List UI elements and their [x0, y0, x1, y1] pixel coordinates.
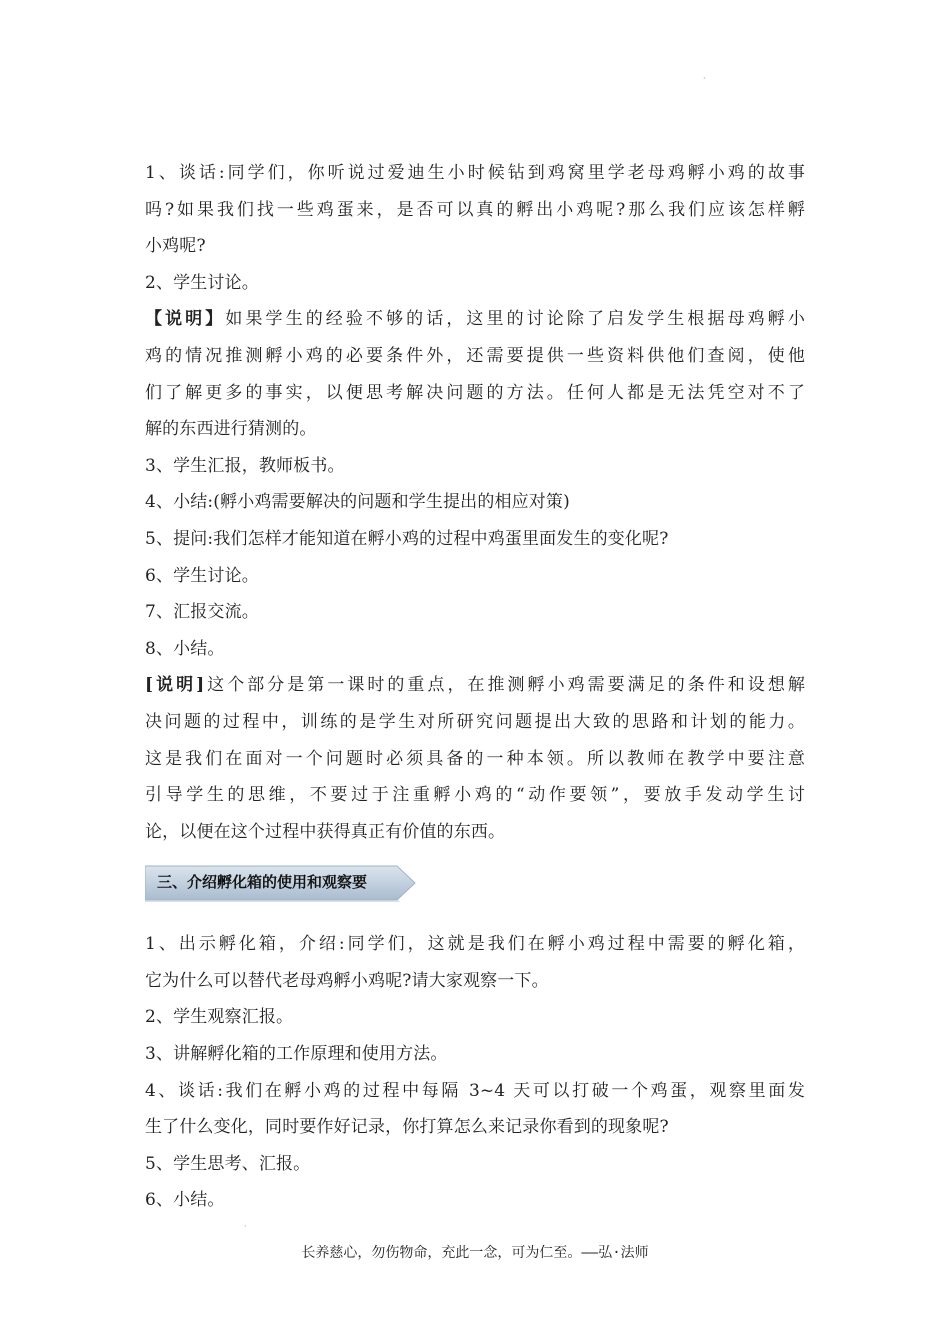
paragraph-line: 鸡的情况推测孵小鸡的必要条件外，还需要提供一些资料供他们查阅，使他 [145, 345, 805, 366]
note-text: 如果学生的经验不够的话，这里的讨论除了启发学生根据母鸡孵小 [225, 309, 805, 330]
paragraph-line: 它为什么可以替代老母鸡孵小鸡呢?请大家观察一下。 [145, 970, 549, 991]
paragraph-line: 5、提问:我们怎样才能知道在孵小鸡的过程中鸡蛋里面发生的变化呢? [145, 528, 669, 549]
paragraph-line: 6、学生讨论。 [145, 565, 259, 586]
paragraph-line: 4、谈话:我们在孵小鸡的过程中每隔 3~4 天可以打破一个鸡蛋，观察里面发 [145, 1080, 805, 1101]
page-corner-mark: · [703, 74, 706, 83]
section-1 [145, 155, 805, 850]
paragraph-line: 论，以便在这个过程中获得真正有价值的东西。 [145, 821, 506, 842]
paragraph-line: 8、小结。 [145, 638, 225, 659]
page-footer-quote: 长养慈心，勿伤物命，充此一念，可为仁至。——弘·法师 [301, 1245, 649, 1261]
paragraph-line: 小鸡呢? [145, 236, 206, 257]
note-text: 这个部分是第一课时的重点，在推测孵小鸡需要满足的条件和设想解 [204, 675, 806, 696]
paragraph-line: 3、学生汇报，教师板书。 [145, 455, 345, 476]
paragraph-line: 2、学生讨论。 [145, 272, 259, 293]
paragraph-line: 这是我们在面对一个问题时必须具备的一种本领。所以教师在教学中要注意 [145, 748, 805, 769]
paragraph-line: 3、讲解孵化箱的工作原理和使用方法。 [145, 1044, 448, 1065]
paragraph-line: 7、汇报交流。 [145, 602, 259, 623]
note-label: 【说明】 [145, 309, 226, 330]
paragraph-line: 5、学生思考、汇报。 [145, 1153, 311, 1174]
paragraph-line: 1、出示孵化箱，介绍:同学们，这就是我们在孵小鸡过程中需要的孵化箱， [145, 934, 805, 955]
document-body [145, 155, 805, 1219]
note-line [145, 667, 805, 704]
paragraph-line: 2、学生观察汇报。 [145, 1007, 294, 1028]
paragraph-line: 1、谈话:同学们，你听说过爱迪生小时候钻到鸡窝里学老母鸡孵小鸡的故事 [145, 163, 805, 183]
paragraph-line: 决问题的过程中，训练的是学生对所研究问题提出大致的思路和计划的能力。 [145, 711, 805, 732]
paragraph-line: 引导学生的思维，不要过于注重孵小鸡的“动作要领”，要放手发动学生讨 [145, 785, 805, 806]
section-heading-banner [145, 864, 417, 904]
section-2 [145, 926, 805, 1219]
note-label: [说明] [145, 675, 205, 696]
footer-dot-mark: · [244, 1222, 247, 1231]
paragraph-line: 生了什么变化，同时要作好记录，你打算怎么来记录你看到的现象呢? [145, 1117, 669, 1138]
paragraph-line: 吗?如果我们找一些鸡蛋来，是否可以真的孵出小鸡呢?那么我们应该怎样孵 [145, 199, 805, 220]
paragraph-line: 解的东西进行猜测的。 [145, 419, 317, 440]
paragraph-line: 4、小结:(孵小鸡需要解决的问题和学生提出的相应对策) [145, 492, 570, 513]
note-line [145, 301, 805, 338]
paragraph-line: 6、小结。 [145, 1190, 225, 1211]
section-heading-title: 三、介绍孵化箱的使用和观察要 [157, 873, 368, 892]
paragraph-line: 们了解更多的事实，以便思考解决问题的方法。任何人都是无法凭空对不了 [145, 382, 805, 403]
